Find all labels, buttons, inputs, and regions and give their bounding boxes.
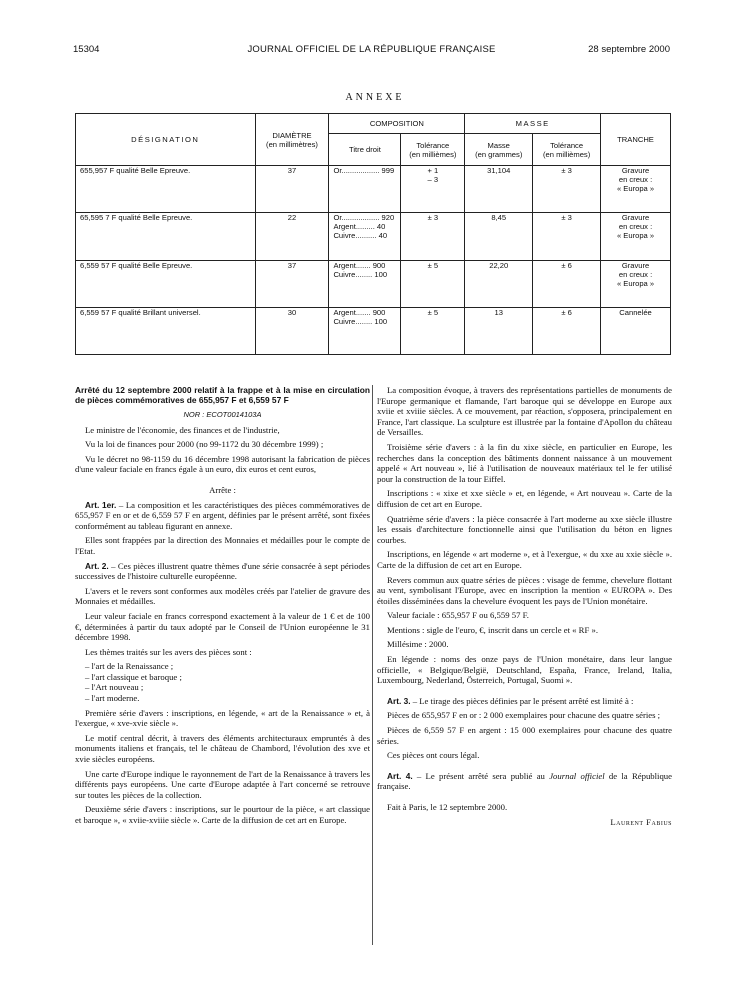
- cell-tolerance: [401, 166, 465, 213]
- date-line: Fait à Paris, le 12 septembre 2000.: [387, 802, 508, 812]
- left-column: [75, 385, 370, 830]
- themes-list: [75, 661, 370, 703]
- header-tol-masse-label: Tolérance: [550, 140, 584, 150]
- cell-designation: 6,559 57 F qualité Brillant universel.: [76, 307, 256, 354]
- cell-tolerance-line: + 1: [427, 166, 439, 176]
- cell-diametre: 30: [255, 307, 329, 354]
- article-2: [75, 561, 370, 582]
- header-tolerance-unit: (en millièmes): [409, 149, 457, 159]
- arrete-label: Arrête :: [209, 484, 236, 495]
- annexe-table: [75, 113, 671, 355]
- article-label: Art. 3.: [387, 695, 411, 706]
- table-row: [76, 260, 671, 307]
- nor-reference: NOR : ECOT0014103A: [183, 410, 262, 419]
- cell-tolerance-line: ± 3: [427, 213, 439, 223]
- cell-masse: 13: [465, 307, 533, 354]
- article-label: Art. 4.: [387, 770, 413, 781]
- cell-tol-masse: ± 3: [533, 166, 601, 213]
- header-tol-masse: [533, 134, 601, 166]
- column-divider: [372, 385, 373, 945]
- header-diametre-label: DIAMÈTRE: [272, 130, 312, 140]
- paragraph: Pièces de 6,559 57 F en argent : 15 000 exemplaires pour chacune des quatre séries.: [377, 725, 672, 746]
- cell-composition-line: Cuivre.......... 40: [333, 231, 388, 241]
- header-tolerance: [401, 134, 465, 166]
- paragraph: Quatrième série d'avers : la pièce consacrée à l'art moderne au xxe siècle illustre les essais d'architecture fonctionnelle ainsi que l'utilisation du béton en lignes courbes.: [377, 513, 672, 545]
- article-label: Art. 2.: [85, 560, 109, 571]
- cell-tranche-line: Gravure: [621, 213, 650, 223]
- cell-tranche-line: « Europa »: [616, 231, 655, 241]
- annexe-title: ANNEXE: [345, 92, 405, 103]
- paragraph: Première série d'avers : inscriptions, en légende, « art de la Renaissance » et, à l'exergue, « xve-xvie siècle ».: [75, 707, 370, 729]
- cell-tol-masse: ± 6: [533, 307, 601, 354]
- cell-masse: 31,104: [465, 166, 533, 213]
- header-tol-masse-unit: (en millièmes): [542, 149, 591, 159]
- article-text: de la République française.: [377, 770, 673, 792]
- cell-composition-line: Cuivre........ 100: [333, 316, 388, 326]
- article-text: – La composition et les caractéristiques des pièces commémoratives de 655,957 F en or et de 6,559 57 F en argent, définies par le présent arrêté, sont fixées conformément au tableau figurant en annexe.: [75, 499, 370, 531]
- cell-composition-line: Cuivre........ 100: [333, 269, 388, 279]
- paragraph: Valeur faciale : 655,957 F ou 6,559 57 F.: [387, 610, 529, 621]
- paragraph: Inscriptions : « xixe et xxe siècle » et, en légende, « Art nouveau ». Carte de la diffusion de cet art en Europe.: [377, 488, 672, 509]
- page-date: 28 septembre 2000: [588, 44, 670, 55]
- header-tranche: TRANCHE: [601, 114, 671, 166]
- list-item: – l'art de la Renaissance ;: [85, 661, 174, 672]
- cell-tranche-line: en creux :: [618, 269, 653, 279]
- header-composition: COMPOSITION: [329, 114, 465, 134]
- cell-designation: 65,595 7 F qualité Belle Epreuve.: [76, 213, 256, 260]
- journal-reference: Journal officiel: [549, 770, 605, 781]
- arrete-title: Arrêté du 12 septembre 2000 relatif à la frappe et à la mise en circulation de pièces commémoratives de 655,957 F et 6,559 57 F: [75, 385, 370, 405]
- cell-tolerance: [401, 260, 465, 307]
- paragraph: Leur valeur faciale en francs correspond exactement à la valeur de 1 € et de 100 €, déterminées à partir du taux adopté par le Conseil de l'Union européenne le 31 décembre 1998.: [75, 610, 370, 643]
- header-diametre: [255, 114, 329, 166]
- paragraph: Vu le décret no 98-1159 du 16 décembre 1998 autorisant la fabrication de pièces d'une valeur faciale en francs égale à un euro, dix euros et cent euros,: [75, 453, 370, 475]
- paragraph: En légende : noms des onze pays de l'Union monétaire, dans leur langue officielle, « Belgique/België, Deutschland, España, France, Ireland, Italia, Luxembourg, Nederland, Österreich, Portugal, Suomi ».: [377, 654, 672, 686]
- article-text: – Ces pièces illustrent quatre thèmes d'une série consacrée à sept périodes successives de l'histoire culturelle européenne.: [75, 560, 371, 582]
- cell-designation: 6,559 57 F qualité Belle Epreuve.: [76, 260, 256, 307]
- paragraph: Une carte d'Europe indique le rayonnement de l'art de la Renaissance à travers les différents pays européens. Une carte d'Europe adaptée à l'art concerné se retrouve sur toutes les pièces de la collection.: [75, 768, 370, 800]
- cell-tolerance-line: ± 5: [427, 260, 439, 270]
- list-item: – l'Art nouveau ;: [85, 682, 144, 693]
- journal-title: JOURNAL OFFICIEL DE LA RÉPUBLIQUE FRANÇAISE: [247, 44, 496, 55]
- paragraph: Mentions : sigle de l'euro, €, inscrit dans un cercle et « RF ».: [387, 624, 598, 635]
- cell-tolerance-line: – 3: [427, 175, 439, 185]
- cell-tolerance: [401, 307, 465, 354]
- page-header: [73, 44, 670, 58]
- paragraph: Ces pièces ont cours légal.: [387, 750, 480, 761]
- cell-tranche-line: « Europa »: [616, 278, 655, 288]
- paragraph: Vu la loi de finances pour 2000 (no 99-1172 du 30 décembre 1999) ;: [85, 439, 324, 450]
- cell-tol-masse: ± 6: [533, 260, 601, 307]
- paragraph: Pièces de 655,957 F en or : 2 000 exemplaires pour chacune des quatre séries ;: [387, 710, 661, 721]
- cell-diametre: 37: [255, 166, 329, 213]
- cell-masse: 8,45: [465, 213, 533, 260]
- article-3: [377, 696, 672, 707]
- cell-tranche: [601, 166, 671, 213]
- header-masse-sub: [465, 134, 533, 166]
- cell-composition-line: Argent....... 900: [333, 307, 386, 317]
- article-text: – Le tirage des pièces définies par le présent arrêté est limité à :: [410, 695, 634, 706]
- paragraph: Millésime : 2000.: [387, 639, 449, 650]
- cell-composition: [329, 260, 401, 307]
- cell-tranche-line: en creux :: [618, 222, 653, 232]
- header-tolerance-label: Tolérance: [416, 140, 450, 150]
- cell-tranche: [601, 307, 671, 354]
- cell-tranche-line: Gravure: [621, 166, 650, 176]
- cell-diametre: 37: [255, 260, 329, 307]
- header-diametre-unit: (en millimètres): [266, 139, 318, 149]
- table-row: [76, 166, 671, 213]
- cell-tolerance: [401, 213, 465, 260]
- cell-tol-masse: ± 3: [533, 213, 601, 260]
- paragraph: Le ministre de l'économie, des finances et de l'industrie,: [85, 424, 280, 435]
- cell-tranche-line: Cannelée: [619, 307, 652, 317]
- cell-composition-line: Argent....... 900: [333, 260, 386, 270]
- header-masse-unit: (en grammes): [475, 149, 523, 159]
- cell-tolerance-line: ± 5: [427, 307, 439, 317]
- header-masse-label: Masse: [487, 140, 510, 150]
- paragraph: Les thèmes traités sur les avers des pièces sont :: [85, 646, 252, 657]
- article-text: – Le présent arrêté sera publié au: [412, 770, 550, 781]
- signature: Laurent Fabius: [610, 816, 672, 827]
- cell-composition-line: Argent......... 40: [333, 222, 386, 232]
- header-titre-droit: Titre droit: [329, 134, 401, 166]
- table-row: [76, 213, 671, 260]
- cell-tranche: [601, 260, 671, 307]
- cell-tranche: [601, 213, 671, 260]
- cell-composition-line: Or.................. 920: [333, 213, 395, 223]
- page-number: 15304: [73, 44, 100, 55]
- cell-composition: [329, 213, 401, 260]
- article-1: [75, 500, 370, 532]
- cell-designation: 655,957 F qualité Belle Epreuve.: [76, 166, 256, 213]
- paragraph: Deuxième série d'avers : inscriptions, sur le pourtour de la pièce, « art classique et baroque », « xviie-xviiie siècle ». Carte de la diffusion de cet art en Europe.: [75, 804, 370, 825]
- right-column: [377, 385, 672, 831]
- paragraph: Inscriptions, en légende « art moderne », et à l'exergue, « du xxe au xxie siècle ». Carte de la diffusion de cet art en Europe.: [377, 549, 672, 570]
- cell-tranche-line: « Europa »: [616, 184, 655, 194]
- list-item: – l'art moderne.: [85, 693, 140, 704]
- cell-composition: [329, 307, 401, 354]
- paragraph: Revers commun aux quatre séries de pièces : visage de femme, chevelure flottant au vent, symbolisant l'Europe, avec en inscription la mention « EUROPA ». Des étoiles disséminées dans la chevelure évoquent les pays de l'Union monétaire.: [377, 574, 672, 606]
- paragraph: Le motif central décrit, à travers des éléments architecturaux empruntés à des monuments italiens et français, tel le château de Chambord, l'évolution des xve et xvie siècles européens.: [75, 732, 370, 765]
- header-designation: DÉSIGNATION: [76, 114, 256, 166]
- cell-tranche-line: Gravure: [621, 260, 650, 270]
- list-item: – l'art classique et baroque ;: [85, 671, 182, 682]
- paragraph: La composition évoque, à travers des représentations partielles de monuments de l'Europe germanique et flamande, l'art baroque qui se développe en Europe aux xviie et xviiie siècles. A ce mouvement, par réaction, s'opposera, principalement en France, l'art classique. La sculpture est illustrée par la fontaine d'Apollon du château de Versailles.: [377, 385, 672, 438]
- cell-diametre: 22: [255, 213, 329, 260]
- article-4: [377, 771, 672, 792]
- article-label: Art. 1er.: [85, 499, 117, 510]
- cell-tranche-line: en creux :: [618, 175, 653, 185]
- table-row: [76, 307, 671, 354]
- cell-masse: 22,20: [465, 260, 533, 307]
- cell-composition-line: Or.................. 999: [333, 166, 395, 176]
- paragraph: Troisième série d'avers : à la fin du xixe siècle, en particulier en Europe, les recherches dans la conception des bâtiments donnent naissance à un mouvement appelé « Art nouveau », lié à l'utilisation de nouveaux matériaux tel le fer utilisé pour la construction de la tour Eiffel.: [377, 441, 672, 484]
- header-masse: MASSE: [465, 114, 601, 134]
- cell-composition: [329, 166, 401, 213]
- paragraph: Elles sont frappées par la direction des Monnaies et médailles pour le compte de l'Etat.: [75, 535, 370, 556]
- paragraph: L'avers et le revers sont conformes aux modèles créés par l'atelier de gravure des Monnaies et médailles.: [75, 585, 370, 607]
